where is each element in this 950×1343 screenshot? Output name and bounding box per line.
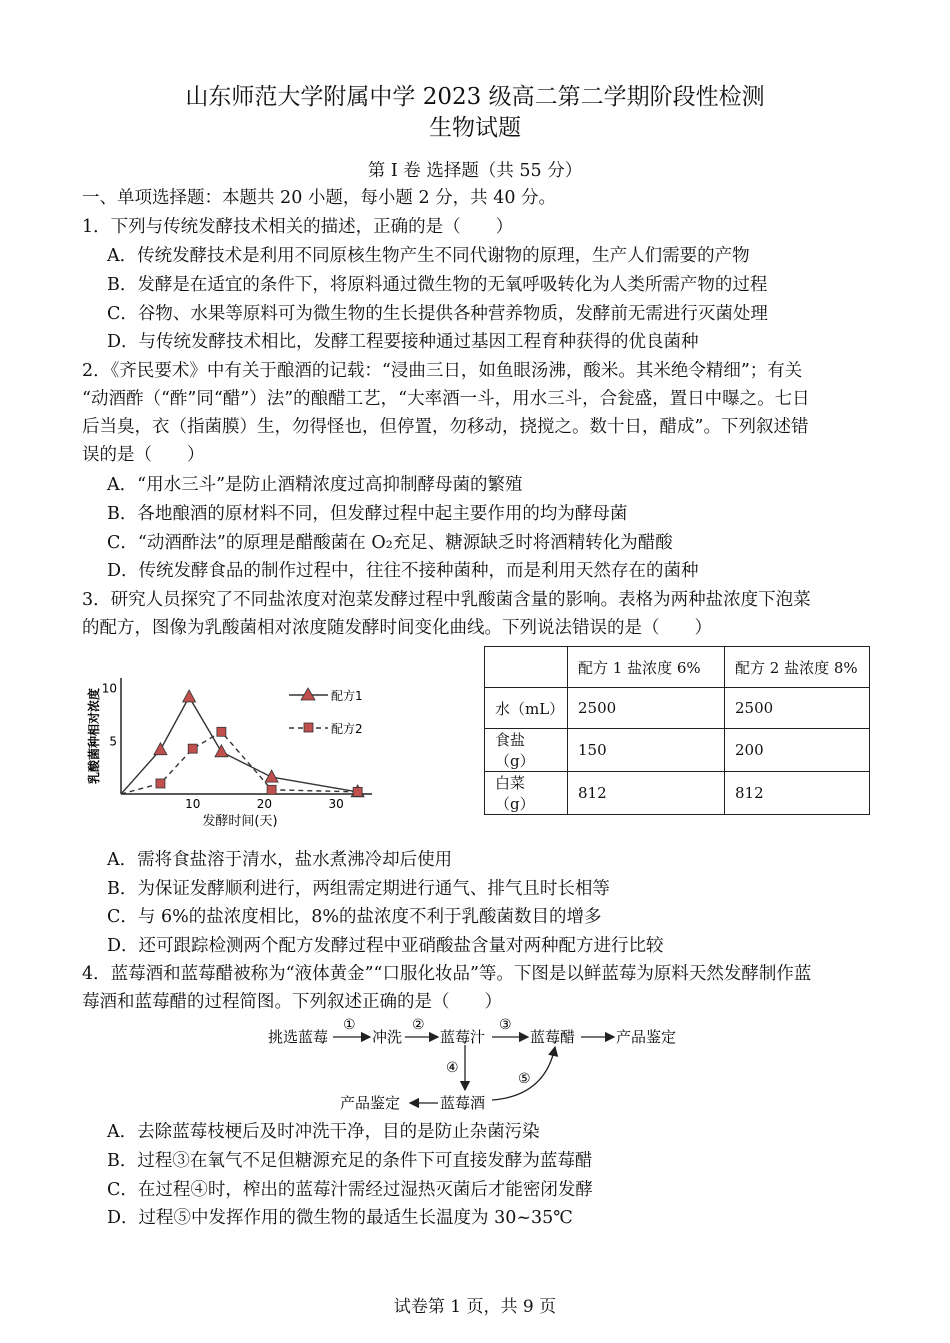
table-cell: 150 [568,729,725,772]
flow-node-select: 挑选蓝莓 [268,1028,329,1046]
section-intro: 一、单项选择题：本题共 20 小题，每小题 2 分，共 40 分。 [82,188,557,208]
legend-marker-2 [304,723,313,732]
table-cell: 食盐（g） [485,729,568,772]
data-point-series-2 [353,787,362,796]
q2-option-c: C．“动酒酢法”的原理是醋酸菌在 O₂充足、糖源缺乏时将酒精转化为醋酸 [107,533,673,553]
x-tick-label: 30 [328,797,344,811]
part-title: 第 I 卷 选择题（共 55 分） [367,161,583,181]
flow-step-2: ② [412,1017,425,1033]
q2-stem-line: “动酒酢（“酢”同“醋”）法”的酿醋工艺，“大率酒一斗，用水三斗，合瓮盛，置日中曝之。七日 [82,389,810,409]
legend-label-1: 配方1 [331,689,363,703]
q3-option-c: C．与 6%的盐浓度相比，8%的盐浓度不利于乳酸菌数目的增多 [107,907,602,927]
table-row [485,688,870,729]
q4-stem-line: 4．蓝莓酒和蓝莓醋被称为“液体黄金”“口服化妆品”等。下图是以鲜蓝莓为原料天然发酵制作蓝 [82,964,812,984]
q3-option-b: B．为保证发酵顺利进行，两组需定期进行通气、排气且时长相等 [107,879,610,899]
q1-option-b: B．发酵是在适宜的条件下，将原料通过微生物的无氧呼吸转化为人类所需产物的过程 [107,275,768,295]
legend-marker-1 [301,688,315,700]
data-point-series-1 [215,745,228,757]
legend-label-2: 配方2 [331,722,363,736]
q1-stem: 1．下列与传统发酵技术相关的描述，正确的是（ ） [82,217,514,237]
table-cell: 配方 2 盐浓度 8% [725,647,870,688]
table-cell [485,647,568,688]
flow-step-4: ④ [446,1060,459,1076]
data-point-series-2 [188,744,197,753]
q4-option-d: D．过程⑤中发挥作用的微生物的最适生长温度为 30~35℃ [107,1208,573,1228]
y-tick-label: 5 [109,734,117,749]
q4-option-c: C．在过程④时，榨出的蓝莓汁需经过湿热灭菌后才能密闭发酵 [107,1180,593,1200]
table-cell: 白菜（g） [485,772,568,815]
flow-node-identify-2: 产品鉴定 [340,1094,401,1112]
q3-option-d: D．还可跟踪检测两个配方发酵过程中亚硝酸盐含量对两种配方进行比较 [107,936,664,956]
q2-option-b: B．各地酿酒的原材料不同，但发酵过程中起主要作用的均为酵母菌 [107,504,628,524]
x-tick-label: 20 [256,797,273,811]
flow-step-3: ③ [499,1017,512,1033]
y-axis-label: 乳酸菌种相对浓度 [87,687,101,785]
page-footer: 试卷第 1 页，共 9 页 [393,1297,557,1317]
table-cell: 水（mL） [485,688,568,729]
x-axis-label: 发酵时间(天) [202,814,278,829]
q4-option-b: B．过程③在氧气不足但糖源充足的条件下可直接发酵为蓝莓醋 [107,1151,593,1171]
recipe-table [484,646,870,815]
flow-step-5: ⑤ [518,1071,531,1087]
data-point-series-2 [156,779,165,788]
subject-title: 生物试题 [429,115,521,141]
q2-option-d: D．传统发酵食品的制作过程中，往往不接种菌种，而是利用天然存在的菌种 [107,561,699,581]
q3-stem-line: 的配方，图像为乳酸菌相对浓度随发酵时间变化曲线。下列说法错误的是（ ） [82,618,712,638]
table-cell: 812 [568,772,725,815]
x-tick-label: 10 [185,797,201,811]
q1-option-a: A．传统发酵技术是利用不同原核生物产生不同代谢物的原理，生产人们需要的产物 [107,246,750,266]
q2-stem-line: 后当臭，衣（指菌膜）生，勿得怪也，但停置，勿移动，挠搅之。数十日，醋成”。下列叙述错 [82,417,809,437]
table-row [485,729,870,772]
flow-node-vinegar: 蓝莓醋 [530,1028,576,1046]
q4-stem-line: 莓酒和蓝莓醋的过程简图。下列叙述正确的是（ ） [82,992,502,1012]
q4-option-a: A．去除蓝莓枝梗后及时冲洗干净，目的是防止杂菌污染 [107,1122,540,1142]
flow-node-wine: 蓝莓酒 [440,1094,486,1112]
exam-title: 山东师范大学附属中学 2023 级高二第二学期阶段性检测 [185,84,765,110]
flow-node-identify: 产品鉴定 [616,1028,677,1046]
data-point-series-1 [265,770,278,782]
y-tick-label: 10 [101,681,117,696]
q4-flow-diagram [260,1012,700,1116]
q3-chart [80,672,380,832]
q1-option-d: D．与传统发酵技术相比，发酵工程要接种通过基因工程育种获得的优良菌种 [107,332,699,352]
table-cell: 812 [725,772,870,815]
q2-stem-line: 2．《齐民要术》中有关于酿酒的记载：“浸曲三日，如鱼眼汤沸，酸米。其米绝令精细”；有关 [82,361,803,381]
data-point-series-1 [183,690,196,702]
table-cell: 2500 [568,688,725,729]
data-point-series-1 [154,743,167,755]
flow-node-wash: 冲洗 [372,1028,403,1046]
flow-step-1: ① [343,1017,356,1033]
flow-node-juice: 蓝莓汁 [440,1028,486,1046]
data-point-series-2 [217,727,226,736]
q2-stem-line: 误的是（ ） [82,445,205,465]
q2-option-a: A．“用水三斗”是防止酒精浓度过高抑制酵母菌的繁殖 [107,475,523,495]
q3-stem-line: 3．研究人员探究了不同盐浓度对泡菜发酵过程中乳酸菌含量的影响。表格为两种盐浓度下泡菜 [82,590,811,610]
q1-option-c: C．谷物、水果等原料可为微生物的生长提供各种营养物质，发酵前无需进行灭菌处理 [107,304,768,324]
table-cell: 200 [725,729,870,772]
data-point-series-2 [267,785,276,794]
table-cell: 配方 1 盐浓度 6% [568,647,725,688]
table-cell: 2500 [725,688,870,729]
table-header-row [485,647,870,688]
q3-option-a: A．需将食盐溶于清水，盐水煮沸冷却后使用 [107,850,453,870]
table-row [485,772,870,815]
